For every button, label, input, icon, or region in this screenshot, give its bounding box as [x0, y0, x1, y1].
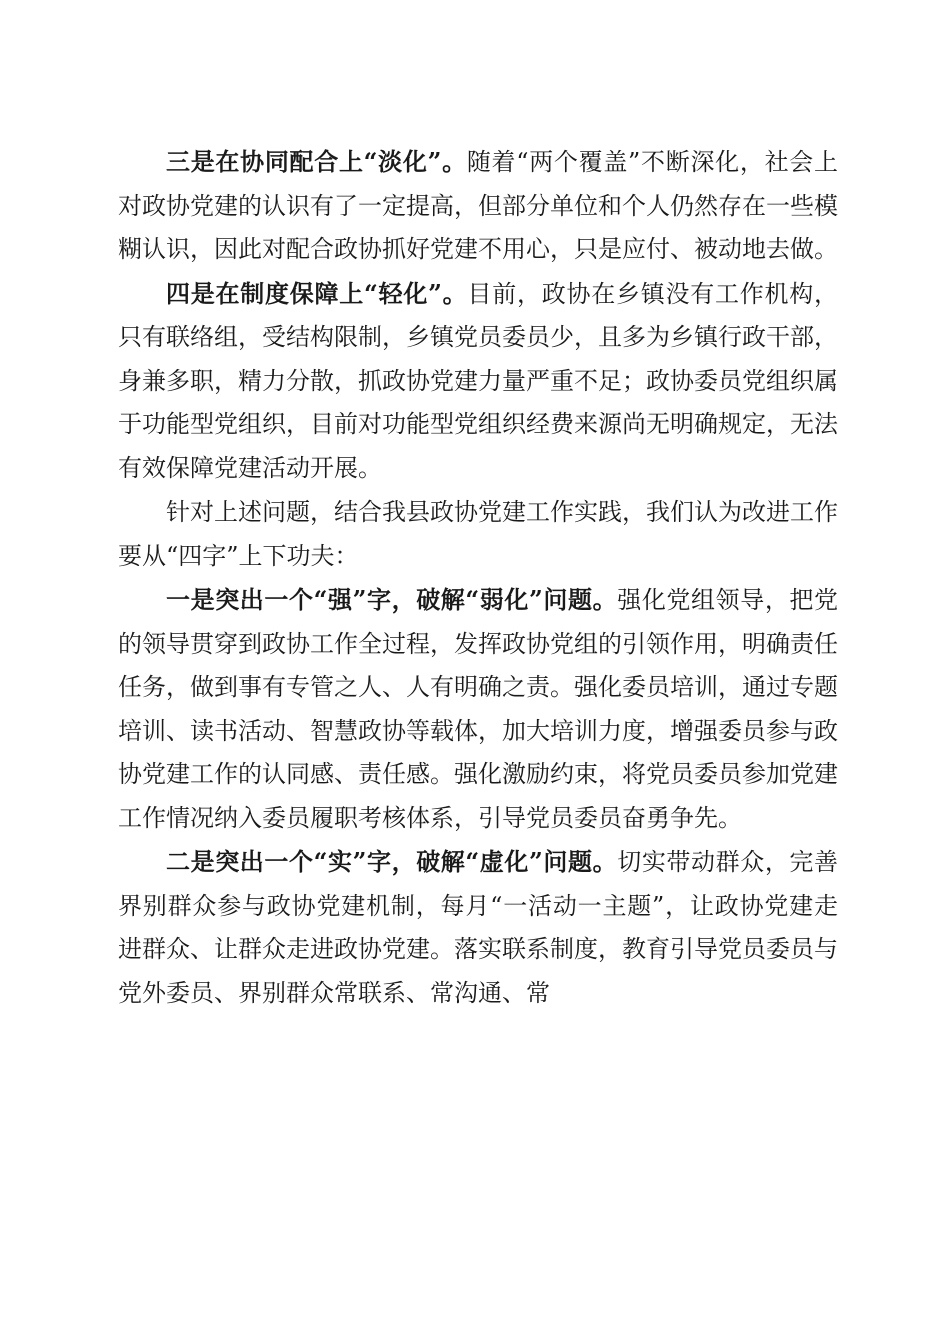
paragraph-body: 针对上述问题，结合我县政协党建工作实践，我们认为改进工作要从“四字”上下功夫： — [118, 498, 838, 570]
paragraph-lead: 二是突出一个“实”字，破解“虚化”问题。 — [166, 847, 618, 876]
paragraph-body: 切实带动群众，完善界别群众参与政协党建机制，每月“一活动一主题”，让政协党建走进群众、让群众走进政协党建。落实联系制度，教育引导党员委员与党外委员、界别群众常联系、常沟通、常 — [118, 848, 839, 1007]
paragraph-strengthen — [118, 578, 838, 840]
paragraph-transition — [118, 490, 838, 578]
paragraph-body: 目前，政协在乡镇没有工作机构，只有联络组，受结构限制，乡镇党员委员少，且多为乡镇行政干部，身兼多职，精力分散，抓政协党建力量严重不足；政协委员党组织属于功能型党组织，目前对功能型党组织经费来源尚无明确规定，无法有效保障党建活动开展。 — [118, 279, 839, 482]
paragraph-institutional-guarantee — [118, 272, 838, 491]
paragraph-body: 随着“两个覆盖”不断深化，社会上对政协党建的认识有了一定提高，但部分单位和个人仍然存在一些模糊认识，因此对配合政协抓好党建不用心，只是应付、被动地去做。 — [118, 148, 838, 263]
paragraph-lead: 一是突出一个“强”字，破解“弱化”问题。 — [166, 585, 618, 614]
document-page — [118, 140, 838, 1015]
paragraph-lead: 四是在制度保障上“轻化”。 — [166, 278, 468, 308]
paragraph-substantiate — [118, 840, 838, 1015]
paragraph-body: 强化党组领导，把党的领导贯穿到政协工作全过程，发挥政协党组的引领作用，明确责任任务，做到事有专管之人、人有明确之责。强化委员培训，通过专题培训、读书活动、智慧政协等载体，加大培训力度，增强委员参与政协党建工作的认同感、责任感。强化激励约束，将党员委员参加党建工作情况纳入委员履职考核体系，引导党员委员奋勇争先。 — [118, 586, 839, 832]
paragraph-lead: 三是在协同配合上“淡化”。 — [166, 147, 467, 176]
paragraph-coordination — [118, 140, 838, 272]
